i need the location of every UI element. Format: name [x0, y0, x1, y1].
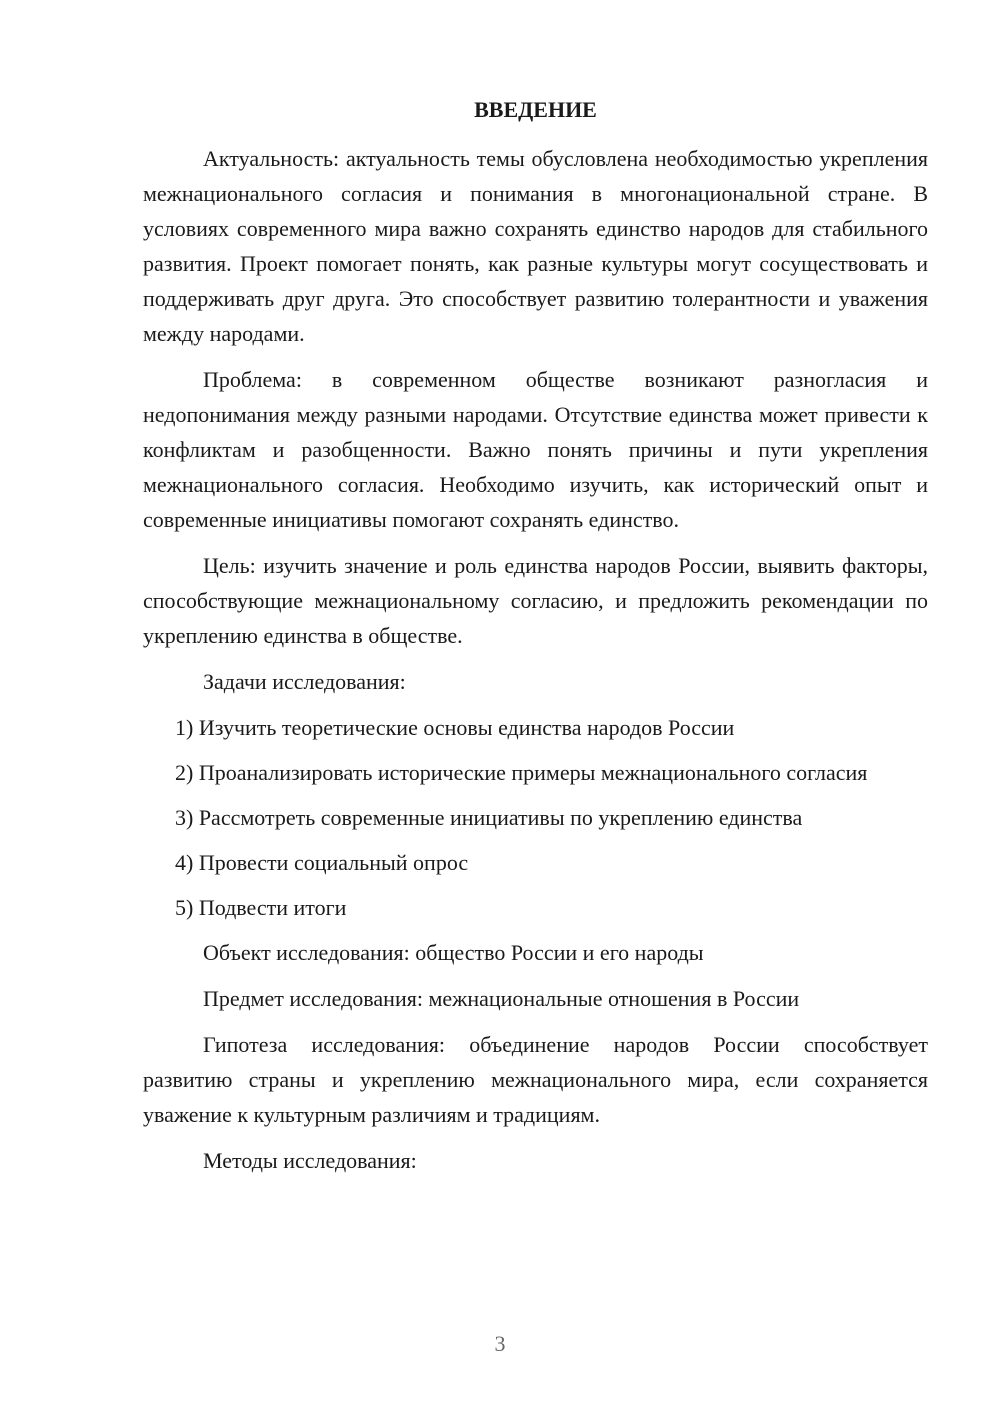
page-number: 3 — [494, 1331, 506, 1356]
task-item-2: 2) Проанализировать исторические примеры межнационального согласия — [175, 760, 868, 785]
section-title: ВВЕДЕНИЕ — [474, 97, 597, 122]
hypothesis-paragraph: Гипотеза исследования: объединение народов России способствует развитию страны и укреплению межнационального мира, если сохраняется уважение к культурным различиям и традициям. — [143, 1032, 928, 1127]
methods-heading: Методы исследования: — [203, 1148, 417, 1173]
task-item-5: 5) Подвести итоги — [175, 895, 347, 920]
tasks-heading: Задачи исследования: — [203, 669, 406, 694]
page-content — [143, 92, 928, 1189]
problem-paragraph: Проблема: в современном обществе возникают разногласия и недопонимания между разными народами. Отсутствие единства может привести к конфликтам и разобщенности. Важно понять причины и пути укрепления межнационального согласия. Необходимо изучить, как исторический опыт и современные инициативы помогают сохранять единство. — [143, 367, 928, 532]
relevance-paragraph: Актуальность: актуальность темы обусловлена необходимостью укрепления межнационального согласия и понимания в многонациональной стране. В условиях современного мира важно сохранять единство народов для стабильного развития. Проект помогает понять, как разные культуры могут сосуществовать и поддерживать друг друга. Это способствует развитию толерантности и уважения между народами. — [143, 146, 928, 346]
task-item-1: 1) Изучить теоретические основы единства народов России — [175, 715, 735, 740]
subject-paragraph: Предмет исследования: межнациональные отношения в России — [203, 986, 800, 1011]
task-item-4: 4) Провести социальный опрос — [175, 850, 469, 875]
task-item-3: 3) Рассмотреть современные инициативы по укреплению единства — [175, 805, 803, 830]
object-paragraph: Объект исследования: общество России и его народы — [203, 940, 704, 965]
goal-paragraph: Цель: изучить значение и роль единства народов России, выявить факторы, способствующие межнациональному согласию, и предложить рекомендации по укреплению единства в обществе. — [143, 553, 928, 648]
